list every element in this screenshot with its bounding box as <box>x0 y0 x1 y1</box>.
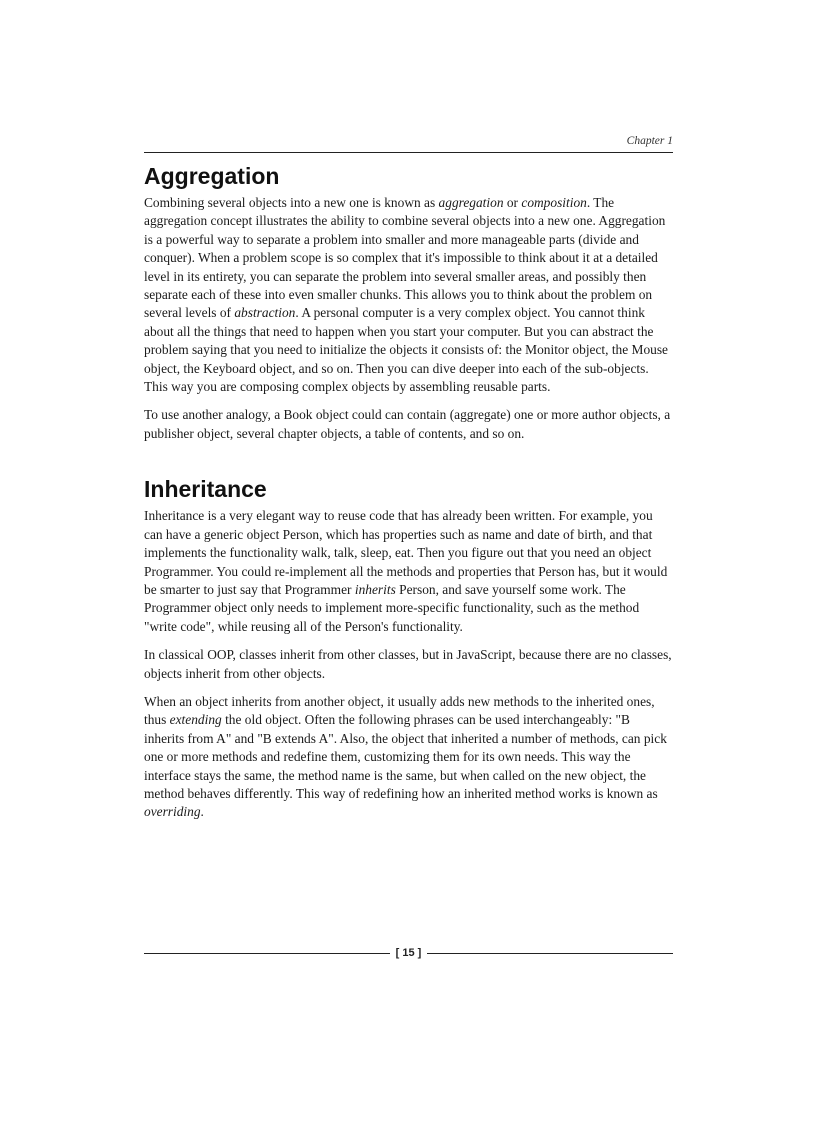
text-run: Inheritance is a very elegant way to reuse code that has already been written. For example, you can have a generic object Person, which has properties such as name and date of birth, and that implements the functionality walk, talk, sleep, eat. Then you figure out that you need an object Programmer. You could re-implement all the methods and properties that Person has, but it would be smarter to just say that Programmer <box>144 508 668 597</box>
inheritance-paragraph-1 <box>144 507 673 636</box>
page-header <box>144 132 673 153</box>
section-heading-inheritance: Inheritance <box>144 476 267 503</box>
chapter-label: Chapter 1 <box>626 135 673 147</box>
text-run: . The aggregation concept illustrates the ability to combine several objects into a new one. Aggregation is a powerful way to separate a problem into smaller and more manageable parts (divide and conquer). When a problem scope is so complex that it's impossible to think about it at a detailed level in its entirety, you can separate the problem into several smaller areas, and possibly then separate each of these into even smaller chunks. This allows you to think about the problem on several levels of <box>144 195 666 321</box>
footer-rule-right <box>427 953 673 954</box>
emphasized-term: composition <box>521 195 587 210</box>
emphasized-term: aggregation <box>438 195 504 210</box>
emphasized-term: overriding <box>144 804 201 820</box>
text-run: . A personal computer is a very complex object. You cannot think about all the things that need to happen when you start your computer. But you can abstract the problem saying that you need to initialize the objects it consists of: the Monitor object, the Mouse object, the Keyboard object, and so on. Then you can dive deeper into each of the sub-objects. This way you are composing complex objects by assembling reusable parts. <box>144 305 668 395</box>
emphasized-term: inherits <box>354 581 396 597</box>
section-heading-aggregation: Aggregation <box>144 163 280 189</box>
text-run: or <box>503 195 522 210</box>
aggregation-paragraph-1 <box>144 194 673 396</box>
text-run: Person, and save yourself some work. The Programmer object only needs to implement more-specific functionality, such as the method "write code", while reusing all of the Person's functionality. <box>144 581 640 634</box>
page-content <box>144 160 673 832</box>
inheritance-paragraph-2 <box>144 646 673 683</box>
page-footer <box>144 943 673 963</box>
inheritance-paragraph-3 <box>144 693 673 822</box>
footer-rule-left <box>144 953 390 954</box>
text-run: . <box>200 804 204 820</box>
text-run: When an object inherits from another object, it usually adds new methods to the inherited ones, thus <box>144 693 655 728</box>
emphasized-term: abstraction <box>234 305 296 321</box>
text-run: To use another analogy, a Book object could can contain (aggregate) one or more author objects, a publisher object, several chapter objects, a table of contents, and so on. <box>144 407 671 441</box>
text-run: In classical OOP, classes inherit from other classes, but in JavaScript, because there are no classes, objects inherit from other objects. <box>144 647 672 681</box>
text-run: the old object. Often the following phrases can be used interchangeably: "B inherits from A" and "B extends A". Also, the object that inherited a number of methods, can pick one or more methods and redefine them, customizing them for its own needs. This way the interface stays the same, the method name is the same, but when called on the new object, the method behaves differently. This way of redefining how an inherited method works is known as <box>144 712 667 801</box>
aggregation-paragraph-2 <box>144 406 673 443</box>
emphasized-term: extending <box>169 712 222 728</box>
page-number: [ 15 ] <box>395 947 422 959</box>
text-run: Combining several objects into a new one is known as <box>144 195 439 210</box>
